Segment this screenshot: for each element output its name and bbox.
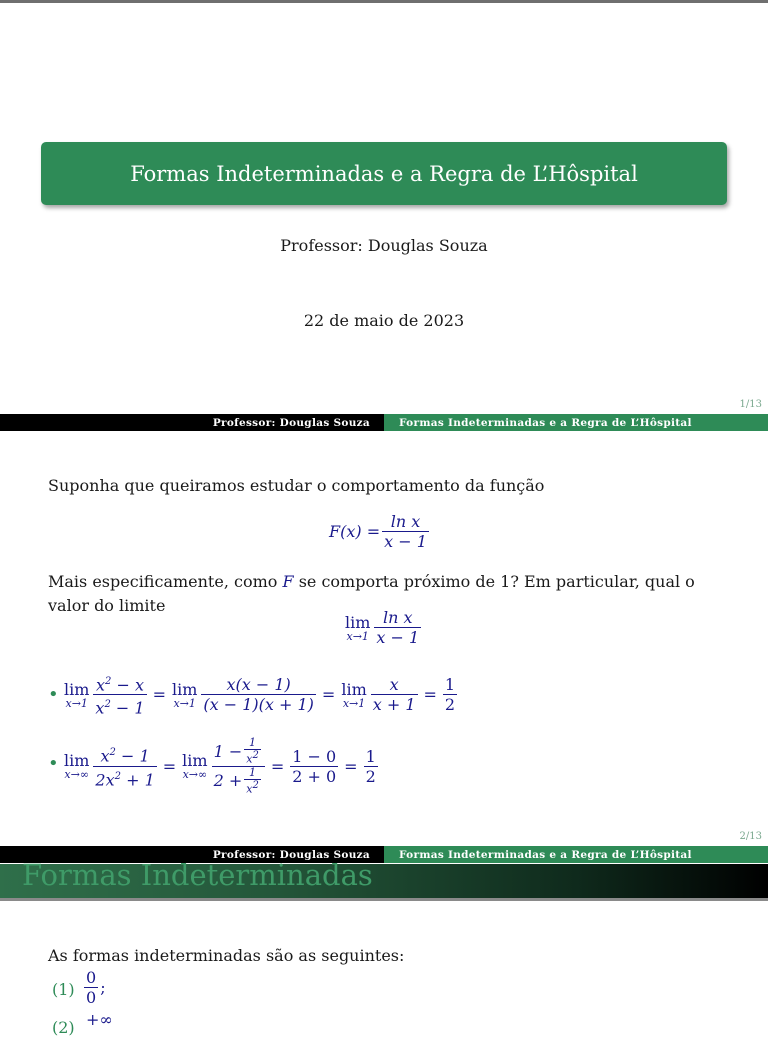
footer-author: Professor: Douglas Souza xyxy=(0,846,384,863)
question-line2: valor do limite xyxy=(48,596,166,615)
form-numerator: 0 xyxy=(86,968,97,987)
professor-line: Professor: Douglas Souza xyxy=(280,236,488,255)
date-line: 22 de maio de 2023 xyxy=(303,311,465,330)
fraction-numerator: ln x xyxy=(390,512,421,531)
fraction-denominator: x − 1 xyxy=(376,628,420,647)
top-edge xyxy=(0,0,768,3)
limit-operator xyxy=(345,614,370,642)
limit-expression xyxy=(343,608,423,647)
frame-rule xyxy=(0,898,768,901)
question-part2: se comporta próximo de 1? Em particular, qual o xyxy=(298,572,695,591)
function-fraction xyxy=(382,512,429,551)
form-item-1 xyxy=(82,968,106,1007)
intro-text: Suponha que queiramos estudar o comportamento da função xyxy=(48,476,545,495)
question-variable: F xyxy=(282,572,294,591)
footer-title: Formas Indeterminadas e a Regra de L’Hôspital xyxy=(384,846,768,863)
form-numerator: +∞ xyxy=(86,1010,113,1029)
limit-fraction xyxy=(374,608,421,647)
function-definition xyxy=(329,512,431,551)
function-lhs: F(x) = xyxy=(329,522,381,541)
frame-title: Formas Indeterminadas xyxy=(22,858,373,892)
lim-subscript: x→1 xyxy=(346,629,369,643)
fraction-numerator: ln x xyxy=(383,608,413,627)
fraction-denominator: x − 1 xyxy=(384,532,427,551)
limit-example-2: lim x→∞ $\frac{x^2 - 1}{2x^2 + 1}$ = lim x→∞ 1 − $\frac{1}{x^2}$ 2 + $\frac{1}{x^2}$ = $\frac{1 - 0}{2 + 0}$ = $\frac{1}{2}$ xyxy=(64,736,376,796)
enum-label-2: (2) xyxy=(52,1018,75,1037)
footer-bar xyxy=(0,414,768,431)
lim-word: lim xyxy=(345,612,371,632)
form-item-2 xyxy=(86,1010,113,1029)
footer-author: Professor: Douglas Souza xyxy=(0,414,384,431)
title-box xyxy=(41,142,727,205)
form-suffix: ; xyxy=(100,978,106,997)
presentation-title: Formas Indeterminadas e a Regra de L’Hôspital xyxy=(130,161,638,186)
limit-example-1: lim x→1 $\frac{x^2 - x}{x^2 - 1}$ = lim x→1 $\frac{x(x - 1)}{(x - 1)(x + 1)}$ = lim x→1 $\frac{x}{x + 1}$ = $\frac{1}{2}$ xyxy=(64,675,456,718)
page-number: 1/13 xyxy=(739,399,762,410)
forms-intro: As formas indeterminadas são as seguintes: xyxy=(48,946,405,965)
page-number-2: 2/13 xyxy=(739,831,762,842)
enum-label-1: (1) xyxy=(52,980,75,999)
bullet-1: • xyxy=(48,684,59,705)
question-part1: Mais especificamente, como xyxy=(48,572,278,591)
form-denominator: 0 xyxy=(86,988,97,1007)
bullet-2: • xyxy=(48,753,59,774)
footer-title: Formas Indeterminadas e a Regra de L’Hôspital xyxy=(384,414,768,431)
